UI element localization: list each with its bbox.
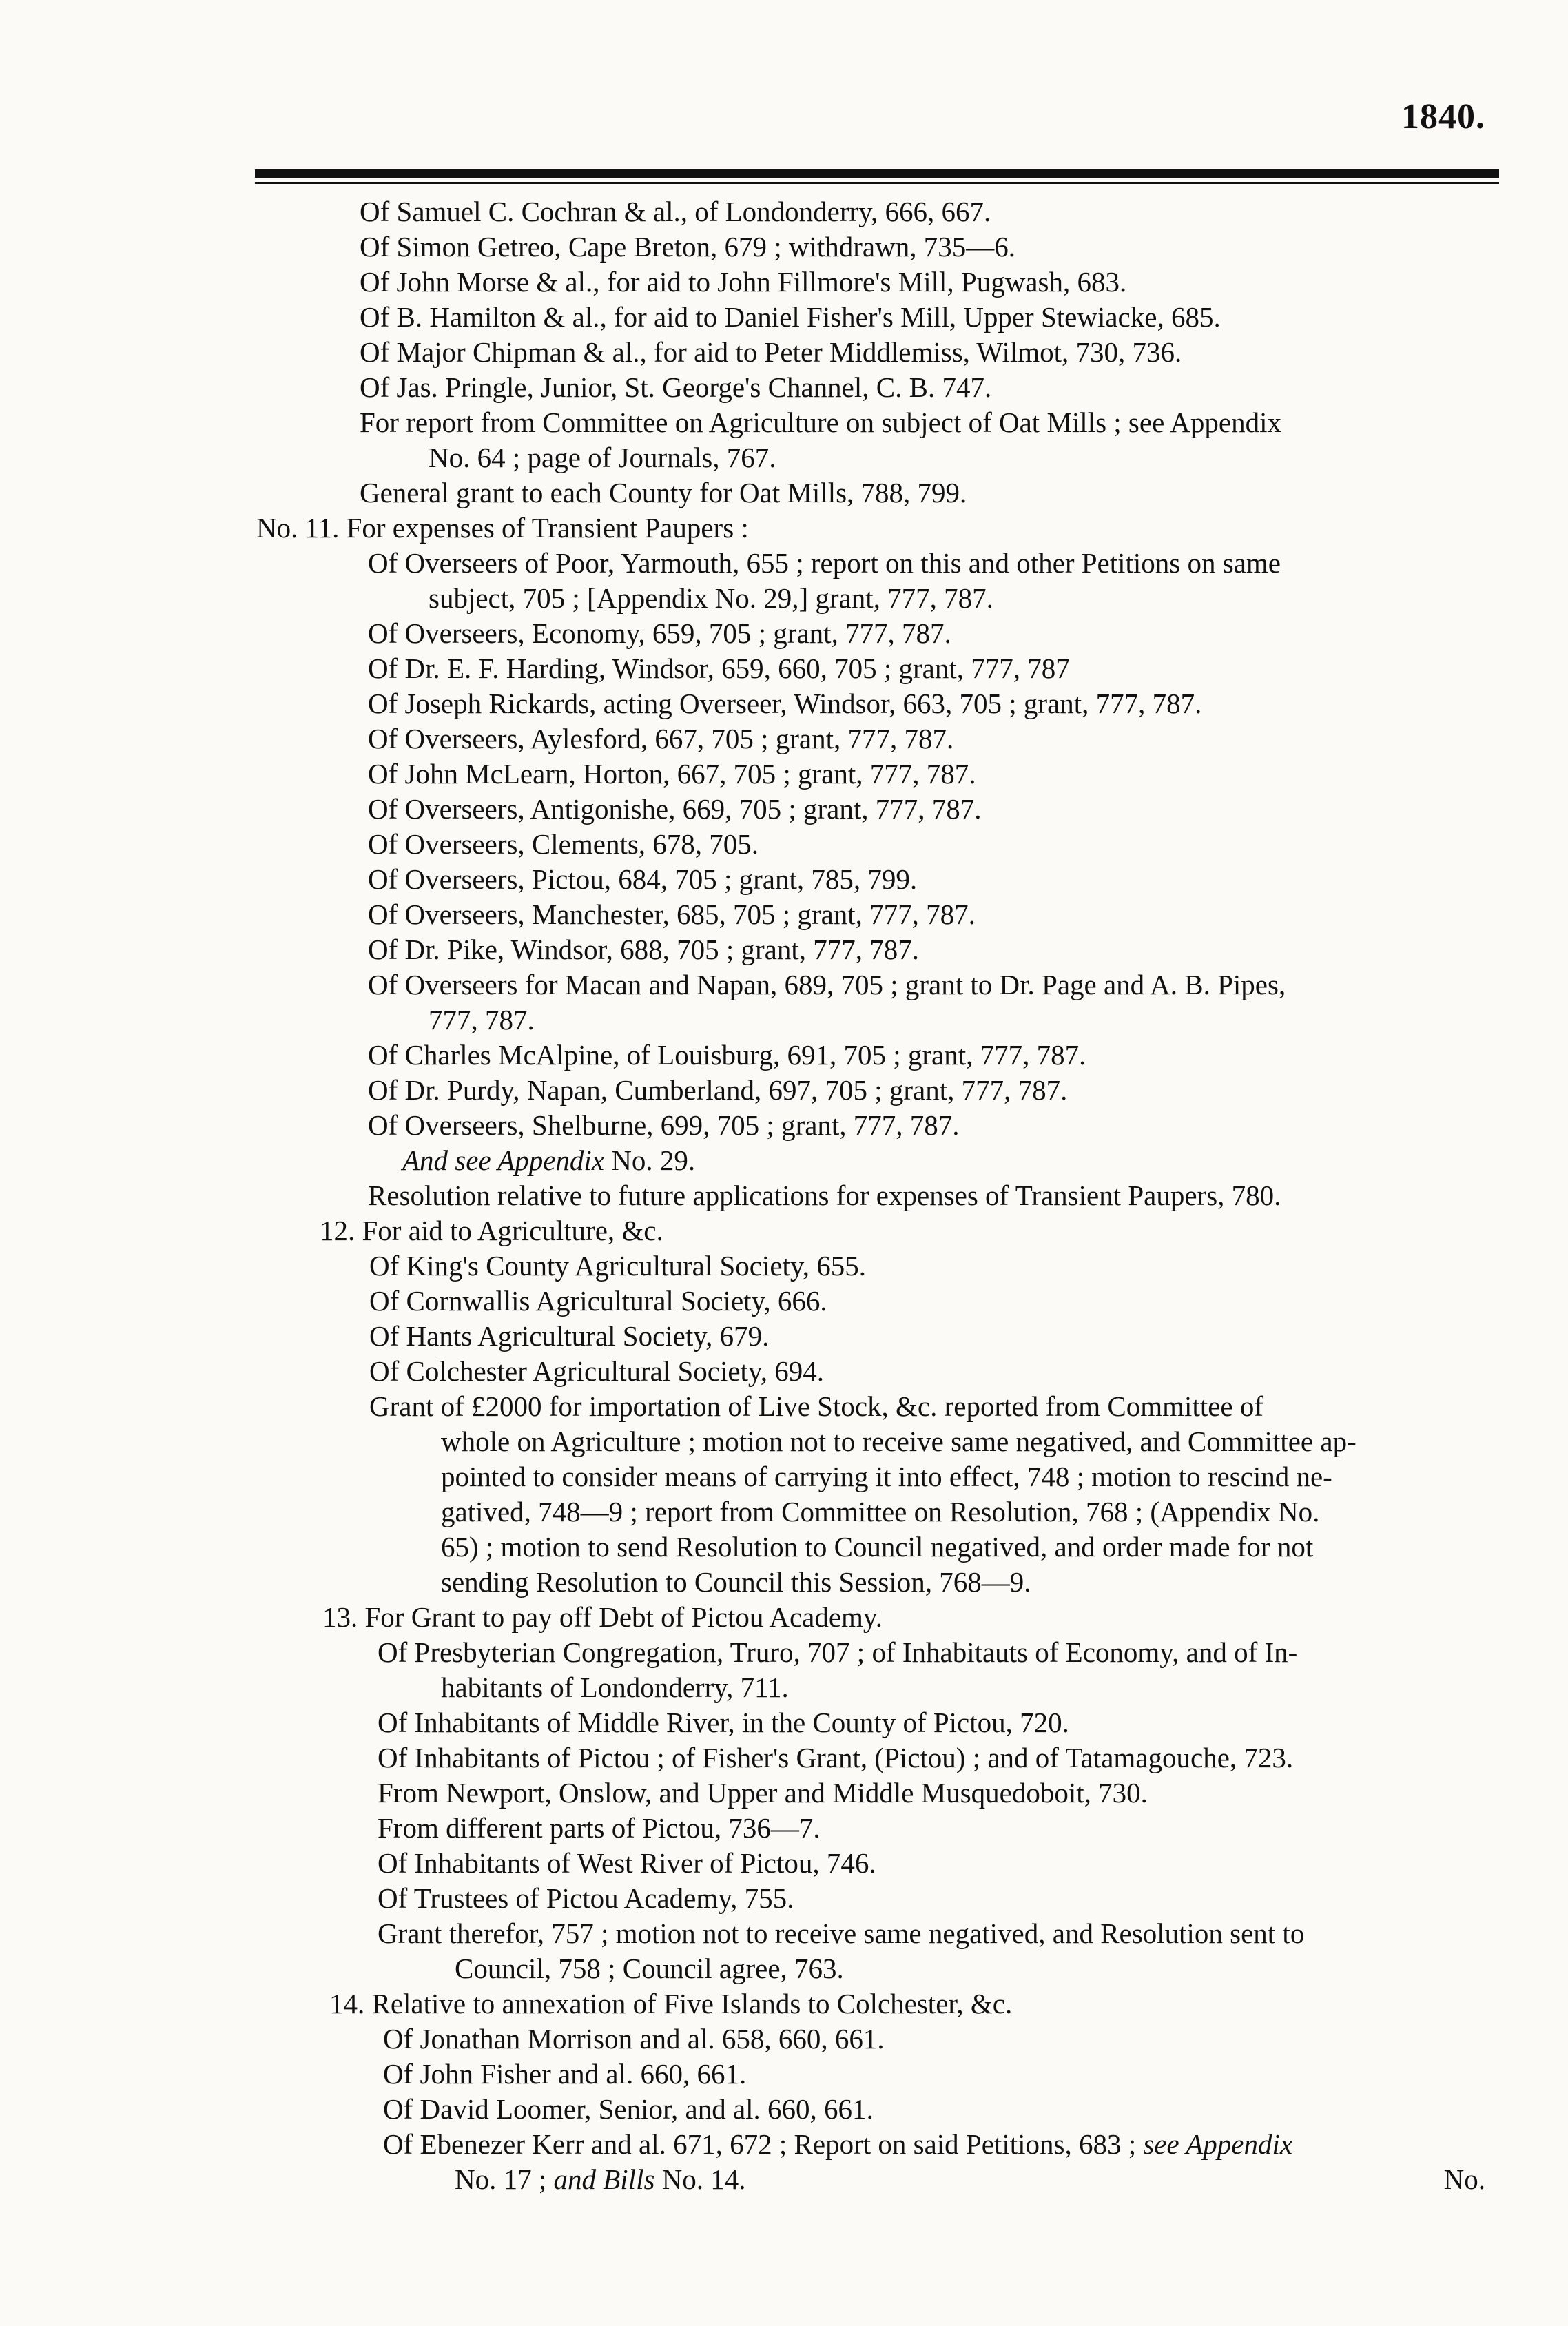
entry-line-continued: No. 64 ; page of Journals, 767. <box>429 442 776 473</box>
entry-line: Of Dr. E. F. Harding, Windsor, 659, 660, 705 ; grant, 777, 787 <box>368 652 1070 684</box>
entry-line: Of Samuel C. Cochran & al., of Londonderry, 666, 667. <box>360 196 991 227</box>
header-rule-thick <box>255 169 1499 178</box>
entry-line: General grant to each County for Oat Mills, 788, 799. <box>360 477 967 508</box>
entry-line: Of Overseers of Poor, Yarmouth, 655 ; report on this and other Petitions on same <box>368 547 1281 579</box>
entry-line: From different parts of Pictou, 736—7. <box>378 1812 821 1844</box>
entry-line: Of Inhabitants of Pictou ; of Fisher's Grant, (Pictou) ; and of Tatamagouche, 723. <box>378 1742 1294 1773</box>
page-year: 1840. <box>1401 97 1485 136</box>
entry-line: Of Overseers, Clements, 678, 705. <box>368 828 759 860</box>
entry-line: Of King's County Agricultural Society, 655. <box>369 1250 867 1282</box>
entry-line: Of Overseers, Manchester, 685, 705 ; grant, 777, 787. <box>368 898 976 930</box>
entry-line-continued: gatived, 748—9 ; report from Committee on Resolution, 768 ; (Appendix No. <box>441 1496 1320 1527</box>
section-heading-13: 13. For Grant to pay off Debt of Pictou Academy. <box>322 1601 883 1633</box>
entry-line: Of Hants Agricultural Society, 679. <box>369 1320 770 1352</box>
entry-line-continued <box>0 2162 1568 2197</box>
entry-line-continued: 65) ; motion to send Resolution to Council negatived, and order made for not <box>441 1531 1314 1563</box>
entry-line: Of Overseers, Antigonishe, 669, 705 ; grant, 777, 787. <box>368 793 982 825</box>
entry-line: Grant therefor, 757 ; motion not to receive same negatived, and Resolution sent to <box>378 1917 1305 1949</box>
entry-line: Of Jonathan Morrison and al. 658, 660, 661. <box>383 2023 885 2055</box>
entry-line: Of David Loomer, Senior, and al. 660, 661. <box>383 2093 874 2125</box>
bills-italic: and Bills <box>553 2163 655 2195</box>
entry-line <box>0 2127 1568 2162</box>
see-also-line <box>0 1143 1568 1178</box>
entry-line: Of Trustees of Pictou Academy, 755. <box>378 1882 794 1914</box>
section-heading-11: No. 11. For expenses of Transient Paupers : <box>256 512 749 544</box>
entry-line: Of John Fisher and al. 660, 661. <box>383 2058 747 2090</box>
entry-line: Of Inhabitants of Middle River, in the County of Pictou, 720. <box>378 1707 1069 1738</box>
entry-line: Of Inhabitants of West River of Pictou, 746. <box>378 1847 876 1879</box>
entry-line: Of Jas. Pringle, Junior, St. George's Channel, C. B. 747. <box>360 371 992 403</box>
entry-line: Of Presbyterian Congregation, Truro, 707 ; of Inhabitauts of Economy, and of In- <box>378 1636 1298 1668</box>
entry-line: Resolution relative to future applications for expenses of Transient Paupers, 780. <box>368 1180 1281 1211</box>
entry-line: Of Major Chipman & al., for aid to Peter Middlemiss, Wilmot, 730, 736. <box>360 336 1182 368</box>
entry-text: No. 17 ; <box>455 2163 554 2195</box>
entry-text: No. 14. <box>654 2163 746 2195</box>
entry-line: Grant of £2000 for importation of Live Stock, &c. reported from Committee of <box>369 1390 1264 1422</box>
catchword: No. <box>1443 2163 1485 2195</box>
entry-line: Of John McLearn, Horton, 667, 705 ; grant, 777, 787. <box>368 758 976 790</box>
entry-line: From Newport, Onslow, and Upper and Middle Musquedoboit, 730. <box>378 1777 1148 1809</box>
entry-line: Of Dr. Pike, Windsor, 688, 705 ; grant, 777, 787. <box>368 934 919 965</box>
section-heading-12: 12. For aid to Agriculture, &c. <box>320 1215 663 1246</box>
entry-line: Of Charles McAlpine, of Louisburg, 691, 705 ; grant, 777, 787. <box>368 1039 1086 1071</box>
entry-line: For report from Committee on Agriculture on subject of Oat Mills ; see Appendix <box>360 406 1281 438</box>
see-appendix-italic: see Appendix <box>1143 2128 1293 2160</box>
entry-line: Of B. Hamilton & al., for aid to Daniel Fisher's Mill, Upper Stewiacke, 685. <box>360 301 1221 333</box>
entry-line: Of Overseers, Shelburne, 699, 705 ; grant, 777, 787. <box>368 1109 960 1141</box>
entry-line: Of Overseers, Economy, 659, 705 ; grant, 777, 787. <box>368 617 951 649</box>
entry-line-continued: habitants of Londonderry, 711. <box>441 1671 789 1703</box>
entry-line: Of Overseers, Aylesford, 667, 705 ; grant, 777, 787. <box>368 723 954 754</box>
entry-line-continued: 777, 787. <box>429 1004 535 1036</box>
see-also-ref: No. 29. <box>604 1144 696 1176</box>
entry-line: Of Cornwallis Agricultural Society, 666. <box>369 1285 827 1317</box>
see-also-italic: And see Appendix <box>402 1144 604 1176</box>
section-heading-14: 14. Relative to annexation of Five Islands to Colchester, &c. <box>329 1988 1013 2019</box>
entry-line: Of Overseers, Pictou, 684, 705 ; grant, 785, 799. <box>368 863 918 895</box>
entry-line-continued: pointed to consider means of carrying it into effect, 748 ; motion to rescind ne- <box>441 1461 1332 1492</box>
entry-line: Of Colchester Agricultural Society, 694. <box>369 1355 825 1387</box>
entry-line: Of Simon Getreo, Cape Breton, 679 ; withdrawn, 735—6. <box>360 231 1015 263</box>
index-content <box>0 194 1568 2197</box>
entry-text: Of Ebenezer Kerr and al. 671, 672 ; Report on said Petitions, 683 ; <box>383 2128 1144 2160</box>
entry-line: Of Dr. Purdy, Napan, Cumberland, 697, 705 ; grant, 777, 787. <box>368 1074 1068 1106</box>
entry-line: Of Overseers for Macan and Napan, 689, 705 ; grant to Dr. Page and A. B. Pipes, <box>368 969 1286 1000</box>
entry-line-continued: whole on Agriculture ; motion not to receive same negatived, and Committee ap- <box>441 1426 1356 1457</box>
header-rule-thin <box>255 182 1499 184</box>
entry-line-continued: Council, 758 ; Council agree, 763. <box>455 1953 844 1984</box>
entry-line: Of Joseph Rickards, acting Overseer, Windsor, 663, 705 ; grant, 777, 787. <box>368 688 1202 719</box>
entry-line: Of John Morse & al., for aid to John Fillmore's Mill, Pugwash, 683. <box>360 266 1127 298</box>
entry-line-continued: subject, 705 ; [Appendix No. 29,] grant, 777, 787. <box>429 582 993 614</box>
entry-line-continued: sending Resolution to Council this Session, 768—9. <box>441 1566 1031 1598</box>
